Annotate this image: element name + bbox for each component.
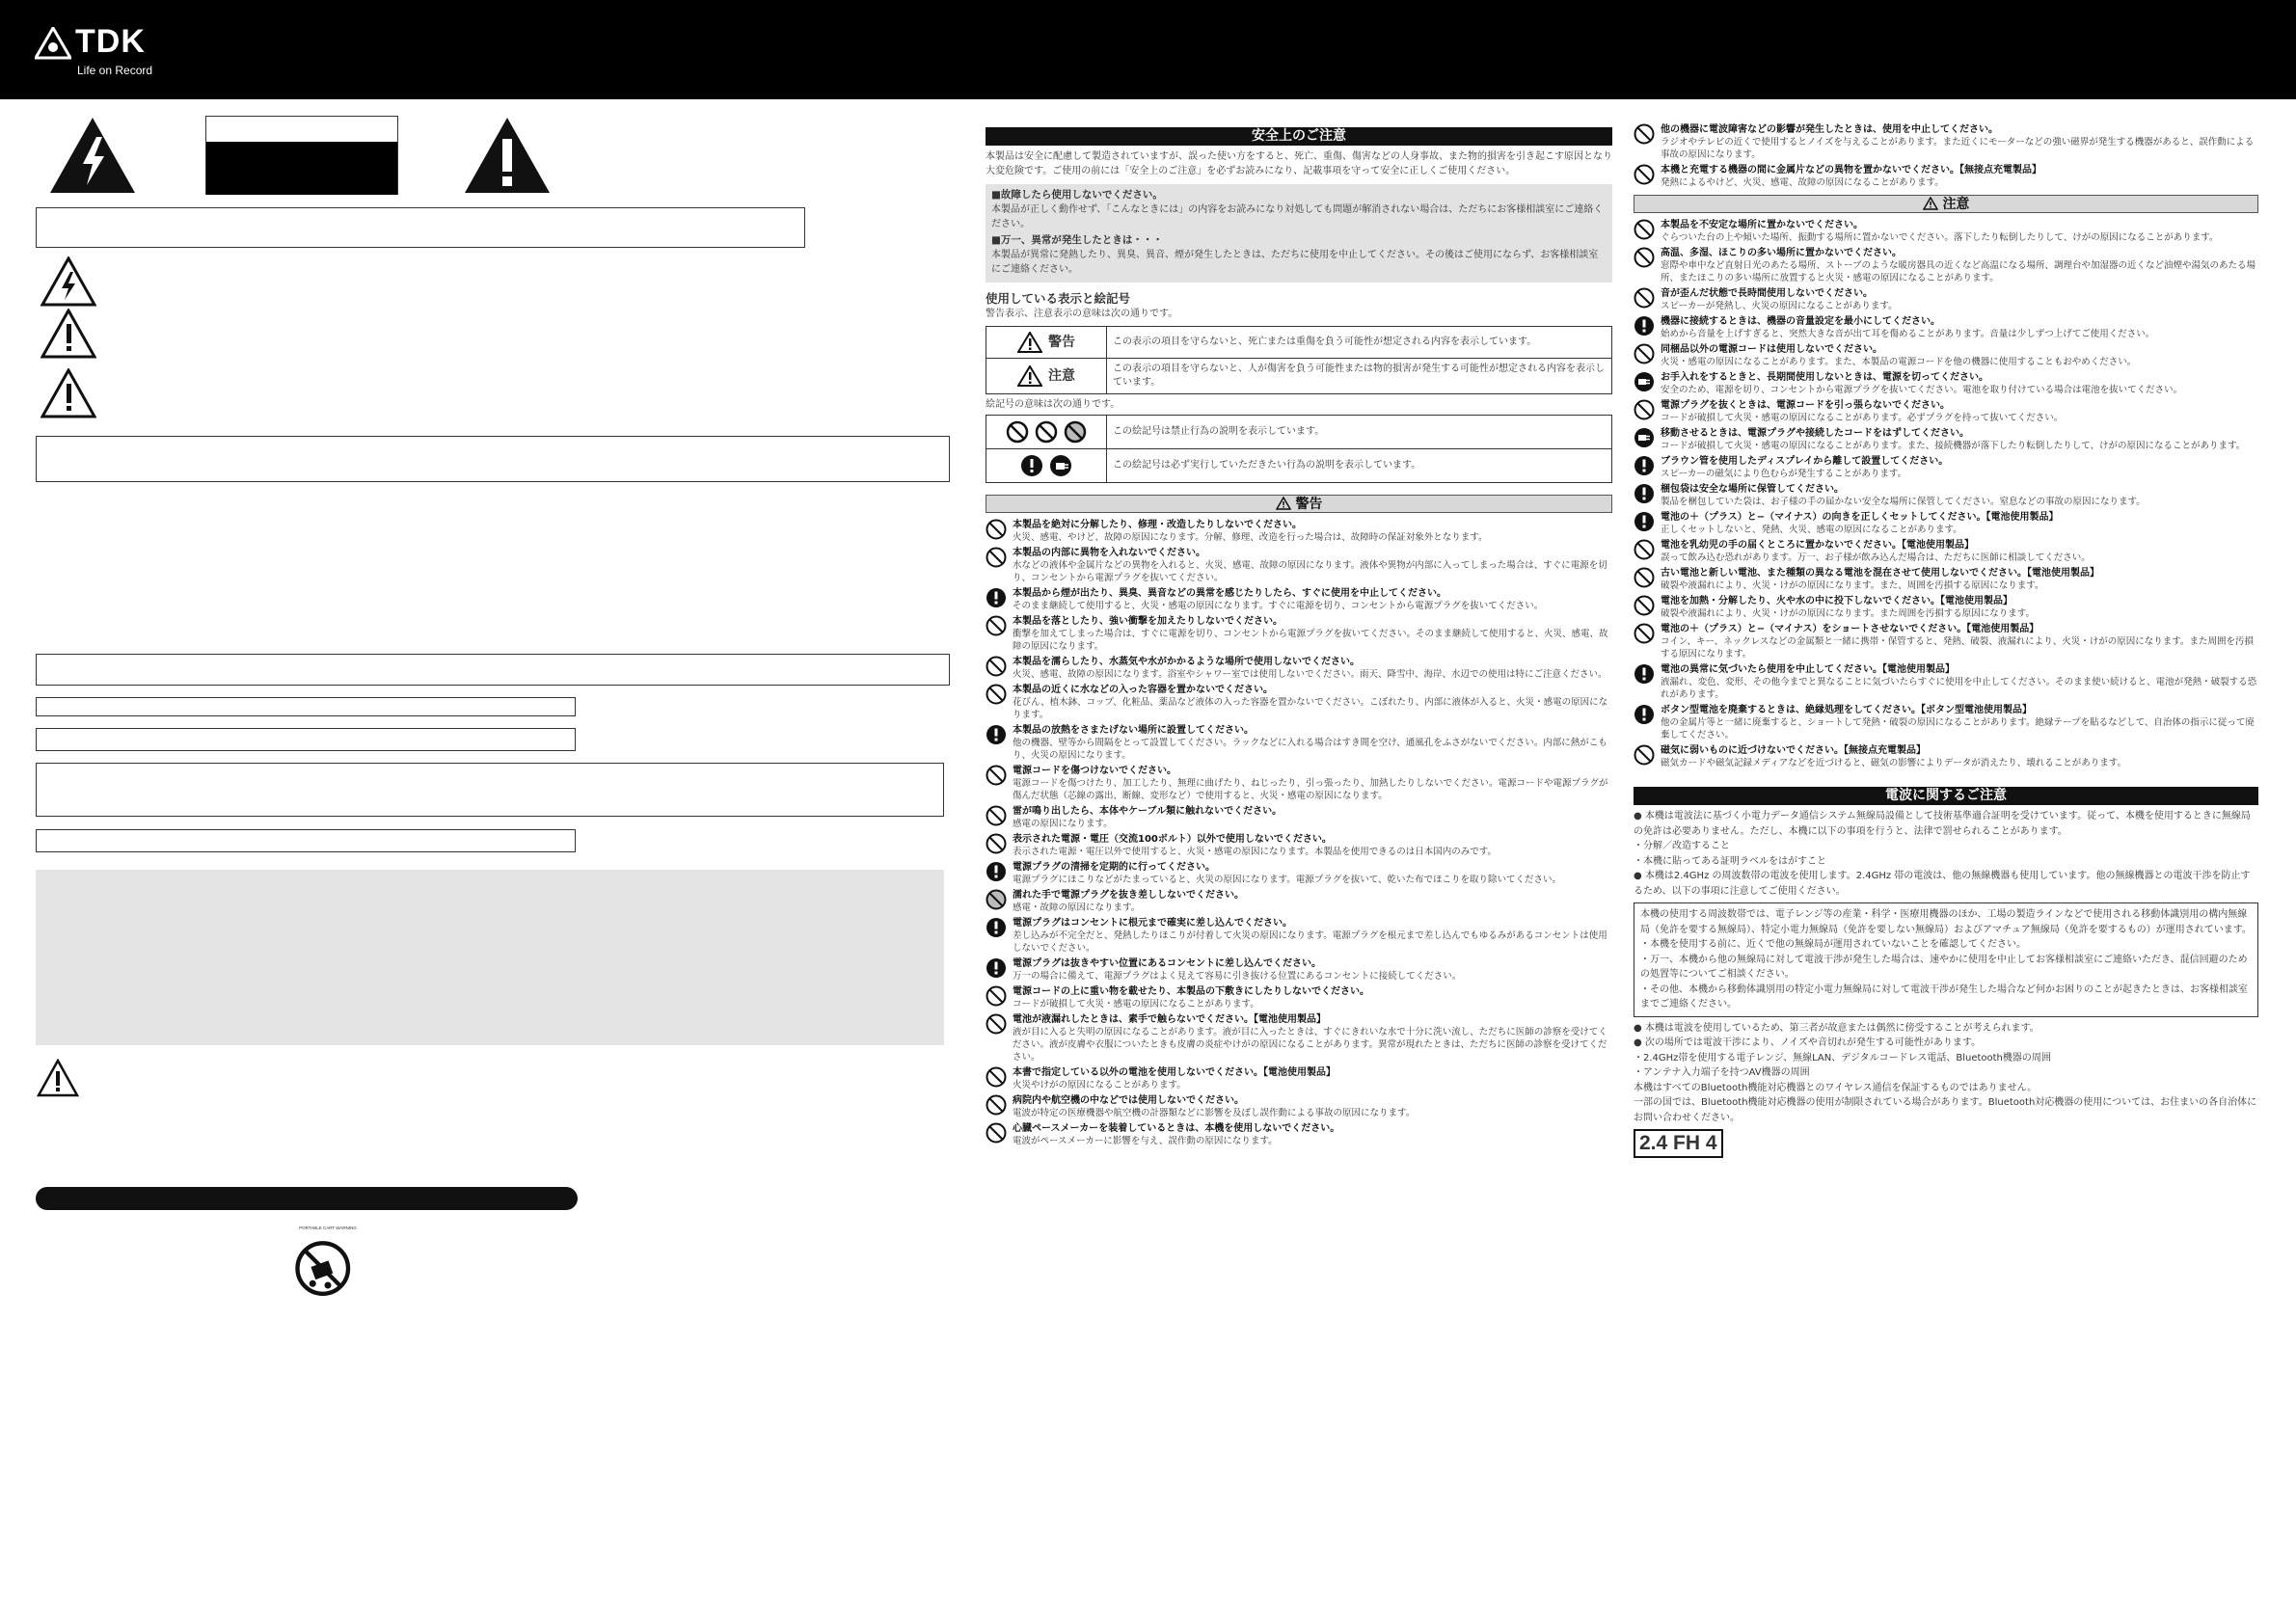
mandatory-icon bbox=[1634, 455, 1655, 476]
prohibit-icon bbox=[1634, 247, 1655, 268]
safety-item-body: 誤って飲み込む恐れがあります。万一、お子様が飲み込んだ場合は、ただちに医師に相談してください。 bbox=[1661, 552, 2091, 563]
safety-item-text bbox=[1013, 861, 1612, 886]
prohibit-icon bbox=[986, 985, 1007, 1007]
no-touch-icon bbox=[1064, 420, 1087, 444]
safety-item-text bbox=[1661, 399, 2258, 424]
safety-item-body: 始めから音量を上げすぎると、突然大きな音が出て耳を傷めることがあります。音量は少しずつ上げてご使用ください。 bbox=[1661, 329, 2155, 339]
caution-section-label: 注意 bbox=[1942, 197, 1970, 212]
safety-item-title: 雷が鳴り出したら、本体やケーブル類に触れないでください。 bbox=[1013, 806, 1283, 817]
safety-item-title: 本製品の内部に異物を入れないでください。 bbox=[1013, 548, 1205, 558]
safety-item-body: 破裂や液漏れにより、火災・けがの原因になります。また周囲を汚損する原因になります。 bbox=[1661, 608, 2035, 619]
safety-item-body: 他の金属片等と一緒に廃棄すると、ショートして発熱・破裂の原因になることがあります。絶縁テープを貼るなどして、自治体の指示に従って廃棄してください。 bbox=[1661, 717, 2255, 741]
exclamation-symbol-icon bbox=[37, 1059, 79, 1097]
safety-item-body: 火災、感電、やけど、故障の原因になります。分解、修理、改造を行った場合は、故障時の保証対象外となります。 bbox=[1013, 532, 1488, 543]
safety-item bbox=[1634, 371, 2258, 396]
safety-item-title: 音が歪んだ状態で長時間使用しないでください。 bbox=[1661, 288, 1873, 299]
frequency-label: 2.4 FH 4 bbox=[1634, 1129, 1723, 1158]
prohibit-icon bbox=[1634, 399, 1655, 420]
safety-item bbox=[986, 1066, 1612, 1091]
safety-item-text bbox=[1013, 656, 1612, 681]
safety-item bbox=[1634, 123, 2258, 161]
safety-item-body: 差し込みが不完全だと、発熱したりほこりが付着して火災の原因になります。電源プラグを根元まで差し込んでもゆるみがあるコンセントは使用しないでください。 bbox=[1013, 930, 1607, 954]
mandatory-icon bbox=[986, 724, 1007, 745]
safety-item bbox=[986, 587, 1612, 612]
safety-item-text bbox=[1013, 833, 1612, 858]
prohibit-icon bbox=[986, 1122, 1007, 1144]
safety-item-title: 表示された電源・電圧（交流100ボルト）以外で使用しないでください。 bbox=[1013, 834, 1332, 845]
safety-item-text bbox=[1661, 371, 2258, 396]
prohibit-icon bbox=[986, 765, 1007, 786]
right-column bbox=[1634, 123, 2258, 1158]
safety-item-title: 本製品を不安定な場所に置かないでください。 bbox=[1661, 220, 1863, 230]
safety-item-body: 水などの液体や金属片などの異物を入れると、火災、感電、故障の原因になります。液体や異物が内部に入ってしまった場合は、すぐに電源を切り、コンセントから電源プラグを抜いてください。 bbox=[1013, 560, 1607, 583]
safety-item-title: 病院内や航空機の中などでは使用しないでください。 bbox=[1013, 1095, 1244, 1106]
safety-notice-box bbox=[986, 184, 1612, 283]
brand-name: TDK bbox=[75, 23, 146, 60]
safety-item bbox=[1634, 623, 2258, 660]
prohibit-icon bbox=[1634, 219, 1655, 240]
prohibit-icon bbox=[986, 1013, 1007, 1035]
statement-box bbox=[36, 763, 944, 817]
safety-item-title: 電池の＋（プラス）と−（マイナス）をショートさせないでください。【電池使用製品】 bbox=[1661, 624, 2039, 634]
safety-item-text bbox=[1661, 539, 2258, 564]
safety-item-text bbox=[1013, 547, 1612, 584]
safety-item-body: 安全のため、電源を切り、コンセントから電源プラグを抜いてください。電池を取り付けている場合は電池を抜いてください。 bbox=[1661, 385, 2183, 395]
safety-item-body: 電源プラグにほこりなどがたまっていると、火災の原因になります。電源プラグを抜いて、乾いた布でほこりを取り除いてください。 bbox=[1013, 875, 1562, 885]
safety-item-body: 電波が特定の医療機器や航空機の計器類などに影響を及ぼし誤作動による事故の原因になります。 bbox=[1013, 1108, 1416, 1118]
safety-item-text bbox=[1661, 623, 2258, 660]
safety-item-body: コイン、キー、ネックレスなどの金属類と一緒に携帯・保管すると、発熱、破裂、液漏れにより、火災・けがの原因になります。また周囲を汚損する原因になります。 bbox=[1661, 636, 2255, 660]
safety-item-title: 電源コードを傷つけないでください。 bbox=[1013, 766, 1176, 776]
safety-item bbox=[986, 1094, 1612, 1119]
mandatory-icon bbox=[1634, 704, 1655, 725]
caution-legend-label: 注意 bbox=[1048, 368, 1075, 384]
prohibit-icon bbox=[1634, 164, 1655, 185]
warning-triangle-icon bbox=[1276, 497, 1291, 510]
safety-item-text bbox=[1013, 985, 1612, 1010]
prohibit-legend-text: この絵記号は禁止行為の説明を表示しています。 bbox=[1113, 426, 1325, 437]
notice-malfunction-body: 本製品が正しく動作せず、「こんなときには」の内容をお読みになり対処しても問題が解消されない場合は、ただちにお客様相談室にご連絡ください。 bbox=[991, 204, 1604, 229]
gray-info-panel bbox=[36, 870, 944, 1045]
safety-item bbox=[986, 805, 1612, 830]
safety-item-title: 電池を加熱・分解したり、火や水の中に投下しないでください。【電池使用製品】 bbox=[1661, 596, 2012, 606]
radio-paragraph: ・アンテナ入力端子を持つAV機器の周囲 bbox=[1634, 1067, 1810, 1078]
prohibit-icon bbox=[986, 615, 1007, 636]
safety-item-body: ラジオやテレビの近くで使用するとノイズを与えることがあります。また近くにモーターなどの強い磁界が発生する機器があると、誤作動による事故の原因になります。 bbox=[1661, 137, 2255, 160]
safety-item-text bbox=[1013, 1013, 1612, 1064]
safety-item-text bbox=[1661, 567, 2258, 592]
mandatory-icon bbox=[1634, 663, 1655, 685]
mandatory-icon bbox=[1634, 483, 1655, 504]
safety-item-body: コードが破損して火災・感電の原因になることがあります。また、接続機器が落下したり転倒したりして、けがの原因になることがあります。 bbox=[1661, 441, 2246, 451]
safety-item-title: 本製品から煙が出たり、異臭、異音などの異常を感じたりしたら、すぐに使用を中止してください。 bbox=[1013, 588, 1446, 599]
safety-intro: 本製品は安全に配慮して製造されていますが、誤った使い方をすると、死亡、重傷、傷害などの人身事故、また物的損害を引き起こす原因となり大変危険です。ご使用の前には「安全上のご注意」を必ずお読みになり、記載事項を守って安全に正しくご使用ください。 bbox=[986, 151, 1612, 176]
mandatory-icon bbox=[986, 957, 1007, 979]
prohibit-icon bbox=[986, 805, 1007, 826]
safety-item bbox=[986, 861, 1612, 886]
safety-item bbox=[1634, 539, 2258, 564]
safety-item-body: 電波がペースメーカーに影響を与え、誤作動の原因になります。 bbox=[1013, 1136, 1278, 1146]
safety-item-body: コードが破損して火災・感電の原因になることがあります。必ずプラグを持って抜いてください。 bbox=[1661, 413, 2064, 423]
safety-item-title: 電池が液漏れしたときは、素手で触らないでください。【電池使用製品】 bbox=[1013, 1014, 1326, 1025]
safety-item-text bbox=[1013, 684, 1612, 721]
legend-intro: 警告表示、注意表示の意味は次の通りです。 bbox=[986, 309, 1178, 319]
right-top-list bbox=[1634, 123, 2258, 189]
mandatory-legend-text: この絵記号は必ず実行していただきたい行為の説明を表示しています。 bbox=[1113, 460, 1421, 471]
safety-item bbox=[986, 1122, 1612, 1147]
notice-abnormal-title: ■万一、異常が発生したときは・・・ bbox=[991, 234, 1163, 246]
tdk-logo-mark-icon bbox=[35, 27, 71, 60]
header-bar bbox=[0, 0, 2296, 99]
prohibit-icon bbox=[1035, 420, 1058, 444]
mandatory-legend-row bbox=[986, 448, 1612, 483]
instruction-text-box bbox=[36, 436, 950, 482]
safety-item-body: 液が目に入ると失明の原因になることがあります。液が目に入ったときは、すぐにきれいな水で十分に洗い流し、ただちに医師の診察を受けてください。液が皮膚や衣服についたときも皮膚の炎症やけがの原因になることがあります。異常が現れたときは、ただちに医師の診察を受けてください。 bbox=[1013, 1027, 1607, 1063]
warning-legend-row bbox=[986, 326, 1612, 359]
prohibit-icon bbox=[1634, 623, 1655, 644]
safety-item bbox=[1634, 483, 2258, 508]
prohibit-icon bbox=[986, 833, 1007, 854]
prohibit-legend-row bbox=[986, 415, 1612, 449]
safety-item-text bbox=[1661, 123, 2258, 161]
caution-label-bottom bbox=[206, 142, 397, 195]
caution-legend-row bbox=[986, 358, 1612, 394]
safety-item-text bbox=[1013, 805, 1612, 830]
safety-item-body: 感電の原因になります。 bbox=[1013, 819, 1113, 829]
safety-item-title: 電源プラグは抜きやすい位置にあるコンセントに差し込んでください。 bbox=[1013, 958, 1321, 969]
prohibit-icon bbox=[1634, 744, 1655, 766]
safety-item bbox=[986, 656, 1612, 681]
caution-legend-key bbox=[986, 359, 1107, 393]
warning-legend-text: この表示の項目を守らないと、死亡または重傷を負う可能性が想定される内容を表示しています。 bbox=[1113, 337, 1537, 347]
safety-item-title: ブラウン管を使用したディスプレイから離して設置してください。 bbox=[1661, 456, 1949, 467]
safety-item-text bbox=[1661, 455, 2258, 480]
safety-item-body: 電源コードを傷つけたり、加工したり、無理に曲げたり、ねじったり、引っ張ったり、加熱したりしないでください。電源コードや電源プラグが傷んだ状態（芯線の露出、断線、変形など）で使用すると、火災・感電の原因になります。 bbox=[1013, 778, 1608, 801]
safety-column bbox=[986, 127, 1612, 1150]
unplug-icon bbox=[1634, 371, 1655, 392]
safety-item-text bbox=[1661, 663, 2258, 701]
safety-title: 安全上のご注意 bbox=[986, 127, 1612, 146]
prohibit-icon bbox=[986, 1066, 1007, 1088]
safety-item-title: ボタン型電池を廃棄するときは、絶縁処理をしてください。【ボタン型電池使用製品】 bbox=[1661, 705, 2032, 715]
exclamation-symbol-icon bbox=[41, 368, 96, 418]
safety-item bbox=[1634, 315, 2258, 340]
radio-paragraph: ● 本機は電波法に基づく小電力データ通信システム無線局設備として技術基準適合証明を受けています。従って、本機を使用するときに無線局の免許は必要ありません。ただし、本機に以下の事項を行うと、法律で罰せられることがあります。 bbox=[1634, 811, 2251, 837]
safety-item-text bbox=[1661, 427, 2258, 452]
safety-item bbox=[1634, 704, 2258, 741]
safety-item-title: 本製品を落としたり、強い衝撃を加えたりしないでください。 bbox=[1013, 616, 1283, 627]
mandatory-icon bbox=[986, 917, 1007, 938]
warning-section-label: 警告 bbox=[1295, 497, 1323, 512]
cart-warning-graphic bbox=[289, 1225, 366, 1312]
safety-item-title: 同梱品以外の電源コードは使用しないでください。 bbox=[1661, 344, 1882, 355]
caution-list bbox=[1634, 219, 2258, 769]
safety-item-body: コードが破損して火災・感電の原因になることがあります。 bbox=[1013, 999, 1259, 1010]
safety-item-text bbox=[1661, 247, 2258, 284]
safety-item bbox=[986, 889, 1612, 914]
safety-item-body: 破裂や液漏れにより、火災・けがの原因になります。また、周囲を汚損する原因になります。 bbox=[1661, 580, 2044, 591]
caution-legend-text: この表示の項目を守らないと、人が傷害を負う可能性または物的損害が発生する可能性が想定される内容を表示しています。 bbox=[1113, 364, 1605, 388]
mandatory-icon bbox=[1020, 454, 1043, 477]
safety-item-body: 花びん、植木鉢、コップ、化粧品、薬品など液体の入った容器を置かないでください。こぼれたり、内部に液体が入ると、火災・感電の原因になります。 bbox=[1013, 697, 1608, 720]
warning-section-title bbox=[986, 495, 1612, 513]
safety-item-title: お手入れをするときと、長期間使用しないときは、電源を切ってください。 bbox=[1661, 372, 1988, 383]
prohibit-icon bbox=[1634, 595, 1655, 616]
radio-paragraph: 一部の国では、Bluetooth機能対応機器の使用が制限されている場合があります。Bluetooth対応機器の使用については、お住まいの各自治体にお問い合わせください。 bbox=[1634, 1097, 2257, 1123]
radio-box-text: ・万一、本機から他の無線局に対して電波干渉が発生した場合は、速やかに使用を中止してお客様相談室にご連絡いただき、混信回避のための処置等についてご相談ください。 bbox=[1640, 954, 2248, 980]
symbol-intro: 絵記号の意味は次の通りです。 bbox=[986, 399, 1121, 410]
mandatory-icon bbox=[986, 587, 1007, 608]
black-title-bar bbox=[36, 1187, 578, 1210]
cart-tipover-icon bbox=[289, 1238, 366, 1306]
safety-item-text bbox=[1661, 704, 2258, 741]
safety-item-title: 機器に接続するときは、機器の音量設定を最小にしてください。 bbox=[1661, 316, 1940, 327]
safety-item-title: 電源プラグを抜くときは、電源コードを引っ張らないでください。 bbox=[1661, 400, 1950, 411]
safety-item-body: 万一の場合に備えて、電源プラグはよく見えて容易に引き抜ける位置にあるコンセントに接続してください。 bbox=[1013, 971, 1462, 982]
mandatory-legend-key bbox=[986, 449, 1107, 482]
safety-item bbox=[986, 917, 1612, 955]
safety-item-title: 心臓ペースメーカーを装着しているときは、本機を使用しないでください。 bbox=[1013, 1123, 1340, 1134]
safety-item-text bbox=[1013, 1066, 1612, 1091]
radio-paragraph: ・本機に貼ってある証明ラベルをはがすこと bbox=[1634, 855, 1826, 867]
exclamation-symbol-icon bbox=[41, 309, 96, 359]
safety-item-title: 他の機器に電波障害などの影響が発生したときは、使用を中止してください。 bbox=[1661, 124, 1998, 135]
warning-legend-label: 警告 bbox=[1048, 335, 1075, 350]
wet-hand-icon bbox=[986, 889, 1007, 910]
safety-item-text bbox=[1013, 1122, 1612, 1147]
safety-item-title: 濡れた手で電源プラグを抜き差ししないでください。 bbox=[1013, 890, 1244, 901]
radio-title: 電波に関するご注意 bbox=[1634, 787, 2258, 805]
safety-item bbox=[1634, 287, 2258, 312]
safety-item-title: 本製品の放熱をさまたげない場所に設置してください。 bbox=[1013, 725, 1254, 736]
caution-label-top bbox=[206, 117, 397, 140]
lightning-symbol-icon bbox=[41, 256, 96, 307]
electric-shock-warning-icon bbox=[48, 116, 137, 195]
safety-item-title: 本製品を絶対に分解したり、修理・改造したりしないでください。 bbox=[1013, 520, 1302, 530]
cart-warning-label: PORTABLE CART WARNING bbox=[299, 1225, 357, 1230]
warning-text-box bbox=[36, 207, 805, 248]
safety-item-title: 電池を乳幼児の手の届くところに置かないでください。【電池使用製品】 bbox=[1661, 540, 1974, 551]
notice-text-box bbox=[36, 654, 950, 686]
safety-item-body: スピーカーが発熱し、火災の原因になることがあります。 bbox=[1661, 301, 1898, 311]
safety-item bbox=[986, 724, 1612, 762]
radio-paragraph: 本機はすべてのBluetooth機能対応機器とのワイヤレス通信を保証するものではありません。 bbox=[1634, 1082, 2038, 1093]
prohibit-legend-key bbox=[986, 416, 1107, 448]
prohibit-icon bbox=[1006, 420, 1029, 444]
safety-item-text bbox=[1013, 724, 1612, 762]
caution-triangle-icon bbox=[1923, 197, 1938, 210]
safety-item bbox=[986, 547, 1612, 584]
safety-item-body: 製品を梱包していた袋は、お子様の手の届かない安全な場所に保管してください。窒息などの事故の原因になります。 bbox=[1661, 497, 2146, 507]
safety-item bbox=[986, 684, 1612, 721]
safety-item bbox=[1634, 595, 2258, 620]
safety-item-text bbox=[1013, 587, 1612, 612]
safety-item-title: 電源プラグの清掃を定期的に行ってください。 bbox=[1013, 862, 1215, 873]
safety-item-body: 磁気カードや磁気記録メディアなどを近づけると、磁気の影響によりデータが消えたり、壊れることがあります。 bbox=[1661, 758, 2126, 768]
safety-item-body: 火災・感電の原因になることがあります。また、本製品の電源コードを他の機器に使用することもおやめください。 bbox=[1661, 357, 2137, 367]
safety-item-body: 他の機器、壁等から間隔をとって設置してください。ラックなどに入れる場合はすき間を空け、通風孔をふさがないでください。内部に熱がこもり、火災の原因になります。 bbox=[1013, 738, 1607, 761]
safety-item-body: そのまま継続して使用すると、火災・感電の原因になります。すぐに電源を切り、コンセントから電源プラグを抜いてください。 bbox=[1013, 601, 1544, 611]
safety-item bbox=[1634, 399, 2258, 424]
field-box bbox=[36, 697, 576, 716]
safety-item-text bbox=[1661, 315, 2258, 340]
safety-item bbox=[1634, 511, 2258, 536]
safety-item bbox=[986, 1013, 1612, 1064]
safety-item-text bbox=[1661, 511, 2258, 536]
prohibit-icon bbox=[986, 656, 1007, 677]
safety-item-body: 液漏れ、変色、変形、その他今までと異なることに気づいたらすぐに使用を中止してください。そのまま使い続けると、電池が発熱・破裂する恐れがあります。 bbox=[1661, 677, 2257, 700]
safety-item bbox=[986, 833, 1612, 858]
radio-notice bbox=[1634, 809, 2258, 1158]
safety-item bbox=[1634, 567, 2258, 592]
safety-item-text bbox=[1013, 957, 1612, 983]
safety-item bbox=[1634, 164, 2258, 189]
safety-item-body: 火災やけがの原因になることがあります。 bbox=[1013, 1080, 1186, 1091]
safety-item-text bbox=[1661, 483, 2258, 508]
safety-item bbox=[986, 615, 1612, 653]
safety-item-text bbox=[1661, 287, 2258, 312]
mandatory-icon bbox=[986, 861, 1007, 882]
safety-item-body: 表示された電源・電圧以外で使用すると、火災・感電の原因になります。本製品を使用できるのは日本国内のみです。 bbox=[1013, 847, 1497, 857]
warning-legend-key bbox=[986, 327, 1107, 358]
safety-item-title: 電池の異常に気づいたら使用を中止してください。【電池使用製品】 bbox=[1661, 664, 1955, 675]
prohibit-icon bbox=[1634, 123, 1655, 145]
safety-item bbox=[1634, 663, 2258, 701]
radio-box-text: 本機の使用する周波数帯では、電子レンジ等の産業・科学・医療用機器のほか、工場の製造ラインなどで使用される移動体識別用の構内無線局（免許を要する無線局）、特定小電力無線局（免許を要しない無線局）およびアマチュア無線局（免許を要するもの）が運用されています。 bbox=[1640, 909, 2252, 935]
safety-item-text bbox=[1013, 519, 1612, 544]
mandatory-icon bbox=[1634, 511, 1655, 532]
safety-item-title: 電源プラグはコンセントに根元まで確実に差し込んでください。 bbox=[1013, 918, 1292, 929]
caution-label-box bbox=[205, 116, 398, 195]
safety-item-text bbox=[1661, 595, 2258, 620]
prohibit-icon bbox=[1634, 539, 1655, 560]
warning-list bbox=[986, 519, 1612, 1147]
exclamation-warning-icon bbox=[463, 116, 552, 195]
notice-abnormal-body: 本製品が異常に発熱したり、異臭、異音、煙が発生したときは、ただちに使用を中止してください。その後はご使用にならず、お客様相談室にご連絡ください。 bbox=[991, 250, 1599, 275]
safety-item-text bbox=[1013, 917, 1612, 955]
safety-item-title: 電池の＋（プラス）と−（マイナス）の向きを正しくセットしてください。【電池使用製品】 bbox=[1661, 512, 2059, 523]
prohibit-icon bbox=[1634, 287, 1655, 309]
radio-frequency-box bbox=[1634, 902, 2258, 1017]
safety-item-title: 移動させるときは、電源プラグや接続したコードをはずしてください。 bbox=[1661, 428, 1969, 439]
field-box bbox=[36, 829, 576, 852]
safety-item bbox=[1634, 427, 2258, 452]
safety-item-text bbox=[1661, 164, 2258, 189]
safety-item bbox=[986, 765, 1612, 802]
safety-item bbox=[1634, 455, 2258, 480]
safety-item-text bbox=[1661, 343, 2258, 368]
unplug-icon bbox=[1049, 454, 1072, 477]
prohibit-icon bbox=[986, 519, 1007, 540]
safety-item bbox=[986, 519, 1612, 544]
caution-triangle-icon bbox=[1017, 365, 1042, 387]
radio-box-text: ・本機を使用する前に、近くで他の無線局が運用されていないことを確認してください。 bbox=[1640, 939, 2026, 950]
safety-item-body: 火災、感電、故障の原因になります。浴室やシャワー室では使用しないでください。雨天、降雪中、海岸、水辺での使用は特にご注意ください。 bbox=[1013, 669, 1607, 680]
tdk-logo bbox=[35, 25, 189, 83]
safety-item-title: 高温、多湿、ほこりの多い場所に置かないでください。 bbox=[1661, 248, 1902, 258]
safety-item-title: 電源コードの上に重い物を載せたり、本製品の下敷きにしたりしないでください。 bbox=[1013, 986, 1369, 997]
radio-paragraph: ● 本機は2.4GHz の周波数帯の電波を使用します。2.4GHz 帯の電波は、他の無線機器も使用しています。他の無線機器との電波干渉を防止するため、以下の事項に注意してご使用ください。 bbox=[1634, 871, 2251, 897]
safety-item-title: 梱包袋は安全な場所に保管してください。 bbox=[1661, 484, 1844, 495]
safety-item-title: 本機と充電する機器の間に金属片などの異物を置かないでください。【無接点充電製品】 bbox=[1661, 165, 2041, 175]
prohibit-icon bbox=[1634, 343, 1655, 364]
safety-item-body: 正しくセットしないと、発熱、火災、感電の原因になることがあります。 bbox=[1661, 525, 1962, 535]
safety-item bbox=[1634, 247, 2258, 284]
prohibit-icon bbox=[986, 1094, 1007, 1116]
safety-item-text bbox=[1661, 744, 2258, 769]
warning-triangle-icon bbox=[1017, 332, 1042, 353]
prohibit-icon bbox=[1634, 567, 1655, 588]
safety-item-title: 本製品を濡らしたり、水蒸気や水がかかるような場所で使用しないでください。 bbox=[1013, 657, 1360, 667]
safety-item-title: 本書で指定している以外の電池を使用しないでください。【電池使用製品】 bbox=[1013, 1067, 1336, 1078]
brand-tagline: Life on Record bbox=[77, 64, 153, 77]
safety-item-text bbox=[1013, 889, 1612, 914]
radio-paragraph: ・分解／改造すること bbox=[1634, 841, 1730, 851]
safety-item-text bbox=[1013, 1094, 1612, 1119]
safety-item bbox=[1634, 219, 2258, 244]
caution-section-title bbox=[1634, 195, 2258, 213]
unplug-icon bbox=[1634, 427, 1655, 448]
safety-item-title: 磁気に弱いものに近づけないでください。【無接点充電製品】 bbox=[1661, 745, 1926, 756]
safety-item-body: 発熱によるやけど、火災、感電、故障の原因になることがあります。 bbox=[1661, 177, 1944, 188]
safety-item-body: 窓際や車中など直射日光のあたる場所、ストーブのような暖房器具の近くなど高温になる場所、調理台や加湿器の近くなど油煙や湯気のあたる場所、またほこりの多い場所に放置すると火災・感電の原因になることがあります。 bbox=[1661, 260, 2256, 283]
safety-item-body: スピーカーの磁気により色むらが発生することがあります。 bbox=[1661, 469, 1907, 479]
safety-item-text bbox=[1661, 219, 2258, 244]
safety-item-body: 衝撃を加えてしまった場合は、すぐに電源を切り、コンセントから電源プラグを抜いてください。そのまま継続して使用すると、火災、感電、故障の原因になります。 bbox=[1013, 629, 1608, 652]
radio-paragraph: ・2.4GHz帯を使用する電子レンジ、無線LAN、デジタルコードレス電話、Bluetooth機器の周囲 bbox=[1634, 1052, 2051, 1064]
safety-item-body: 感電・故障の原因になります。 bbox=[1013, 902, 1141, 913]
radio-box-text: ・その他、本機から移動体識別用の特定小電力無線局に対して電波干渉が発生した場合など何かお困りのことが起きたときは、お客様相談室までご連絡ください。 bbox=[1640, 983, 2248, 1010]
field-box bbox=[36, 728, 576, 751]
safety-item bbox=[986, 957, 1612, 983]
safety-item bbox=[1634, 744, 2258, 769]
prohibit-icon bbox=[986, 684, 1007, 705]
safety-item-body: ぐらついた台の上や傾いた場所、振動する場所に置かないでください。落下したり転倒したりして、けがの原因になることがあります。 bbox=[1661, 232, 2219, 243]
safety-item bbox=[1634, 343, 2258, 368]
safety-item-title: 古い電池と新しい電池、また種類の異なる電池を混在させて使用しないでください。【電池使用製品】 bbox=[1661, 568, 2099, 579]
safety-item bbox=[986, 985, 1612, 1010]
radio-paragraph: ● 本機は電波を使用しているため、第三者が故意または偶然に傍受することが考えられます。 bbox=[1634, 1022, 2039, 1034]
safety-item-title: 本製品の近くに水などの入った容器を置かないでください。 bbox=[1013, 685, 1273, 695]
mandatory-icon bbox=[1634, 315, 1655, 337]
radio-paragraph: ● 次の場所では電波干渉により、ノイズや音切れが発生する可能性があります。 bbox=[1634, 1037, 1982, 1048]
prohibit-icon bbox=[986, 547, 1007, 568]
legend-title: 使用している表示と絵記号 bbox=[986, 291, 1131, 306]
safety-item-text bbox=[1013, 765, 1612, 802]
notice-malfunction-title: ■故障したら使用しないでください。 bbox=[991, 189, 1163, 201]
safety-item-text bbox=[1013, 615, 1612, 653]
